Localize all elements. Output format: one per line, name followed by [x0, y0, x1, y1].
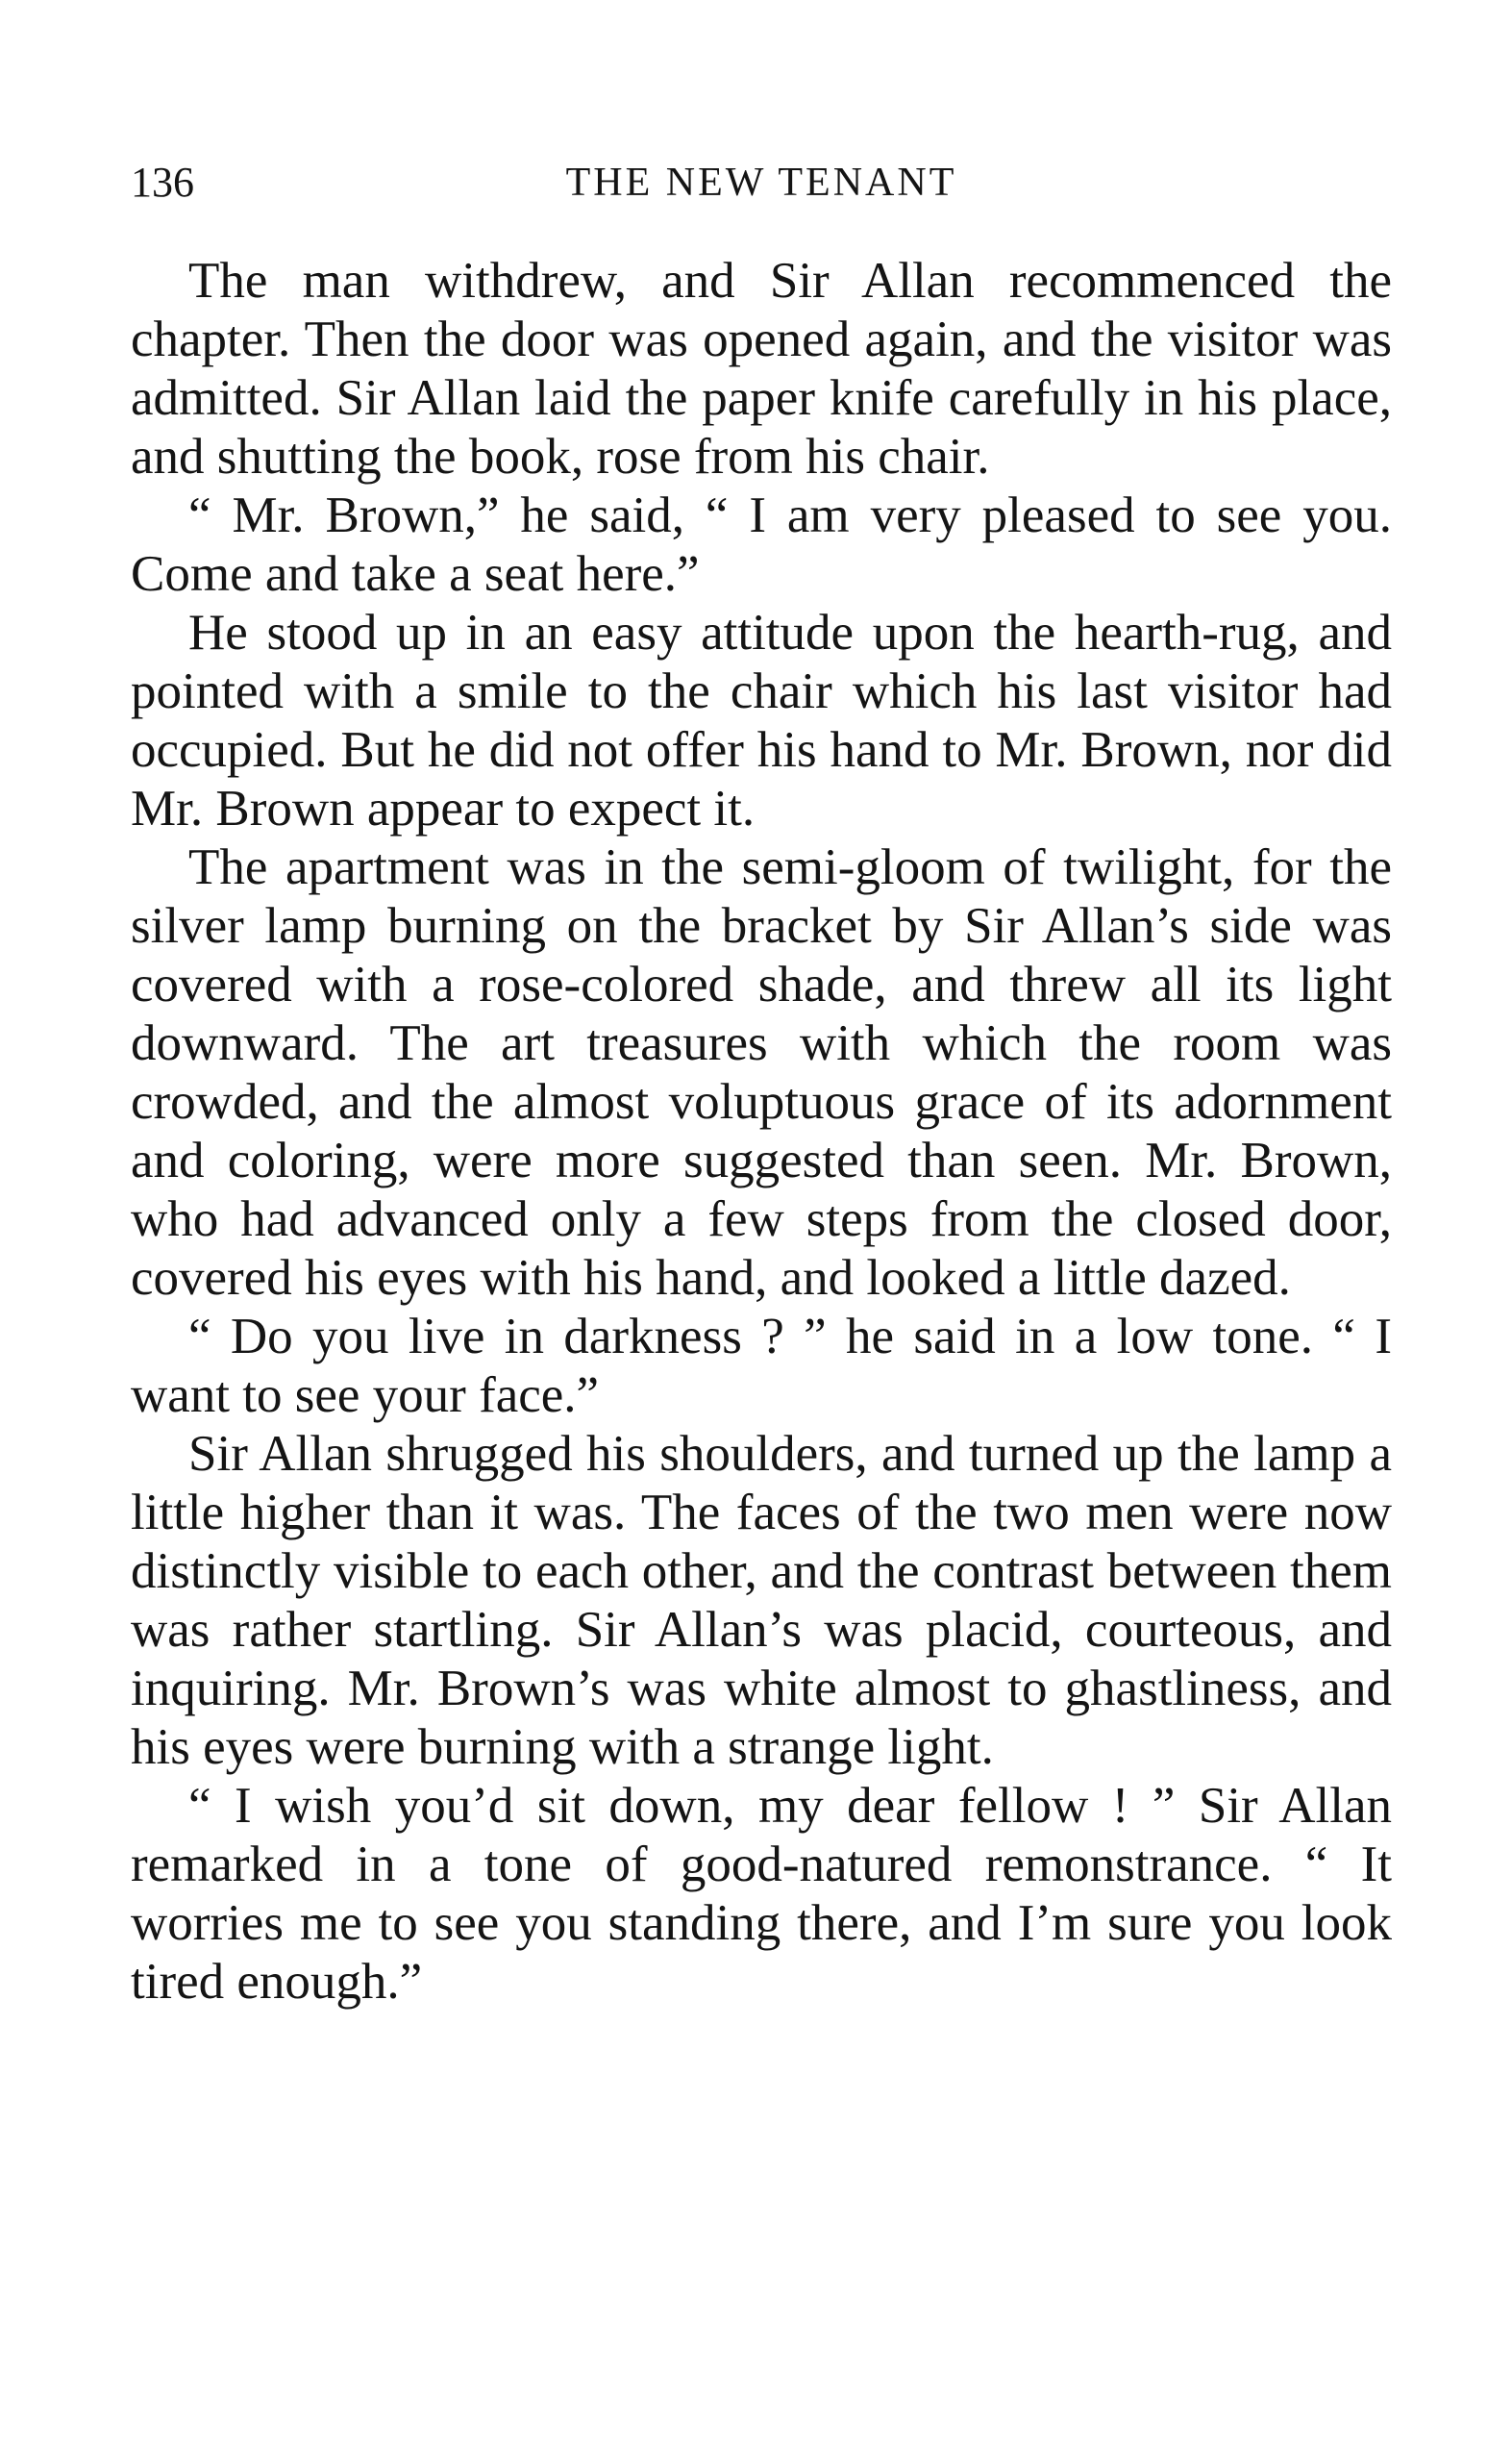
paragraph: Sir Allan shrugged his shoulders, and turned up the lamp a little higher than it was. The faces of the two men were now distinctly visible to each other, and the contrast between them was rather startling. Sir Allan’s was placid, courteous, and inquiring. Mr. Brown’s was white almost to ghastliness, and his eyes were burning with a strange light.	[131, 1426, 1392, 1775]
paragraph: “ Do you live in darkness ? ” he said in a low tone. “ I want to see your face.”	[131, 1309, 1392, 1423]
paragraph: The man withdrew, and Sir Allan recommenced the chapter. Then the door was opened again, and the visitor was admitted. Sir Allan laid the paper knife carefully in his place, and shutting the book, rose from his chair.	[131, 253, 1392, 485]
paragraph: He stood up in an easy attitude upon the hearth-rug, and pointed with a smile to the chair which his last visitor had occupied. But he did not offer his hand to Mr. Brown, nor did Mr. Brown appear to expect it.	[131, 605, 1392, 837]
paragraph: “ I wish you’d sit down, my dear fellow ! ” Sir Allan remarked in a tone of good-natured remonstrance. “ It worries me to see you standing there, and I’m sure you look tired enough.”	[131, 1778, 1392, 2010]
running-title: THE NEW TENANT	[565, 161, 957, 205]
body-text	[131, 252, 1392, 2012]
page-number: 136	[131, 159, 194, 206]
paragraph: The apartment was in the semi-gloom of twilight, for the silver lamp burning on the bracket by Sir Allan’s side was covered with a rose-colored shade, and threw all its light downward. The art treasures with which the room was crowded, and the almost voluptuous grace of its adornment and coloring, were more suggested than seen. Mr. Brown, who had advanced only a few steps from the closed door, covered his eyes with his hand, and looked a little dazed.	[131, 839, 1392, 1306]
page-header	[131, 154, 1392, 212]
paragraph: “ Mr. Brown,” he said, “ I am very pleased to see you. Come and take a seat here.”	[131, 488, 1392, 602]
